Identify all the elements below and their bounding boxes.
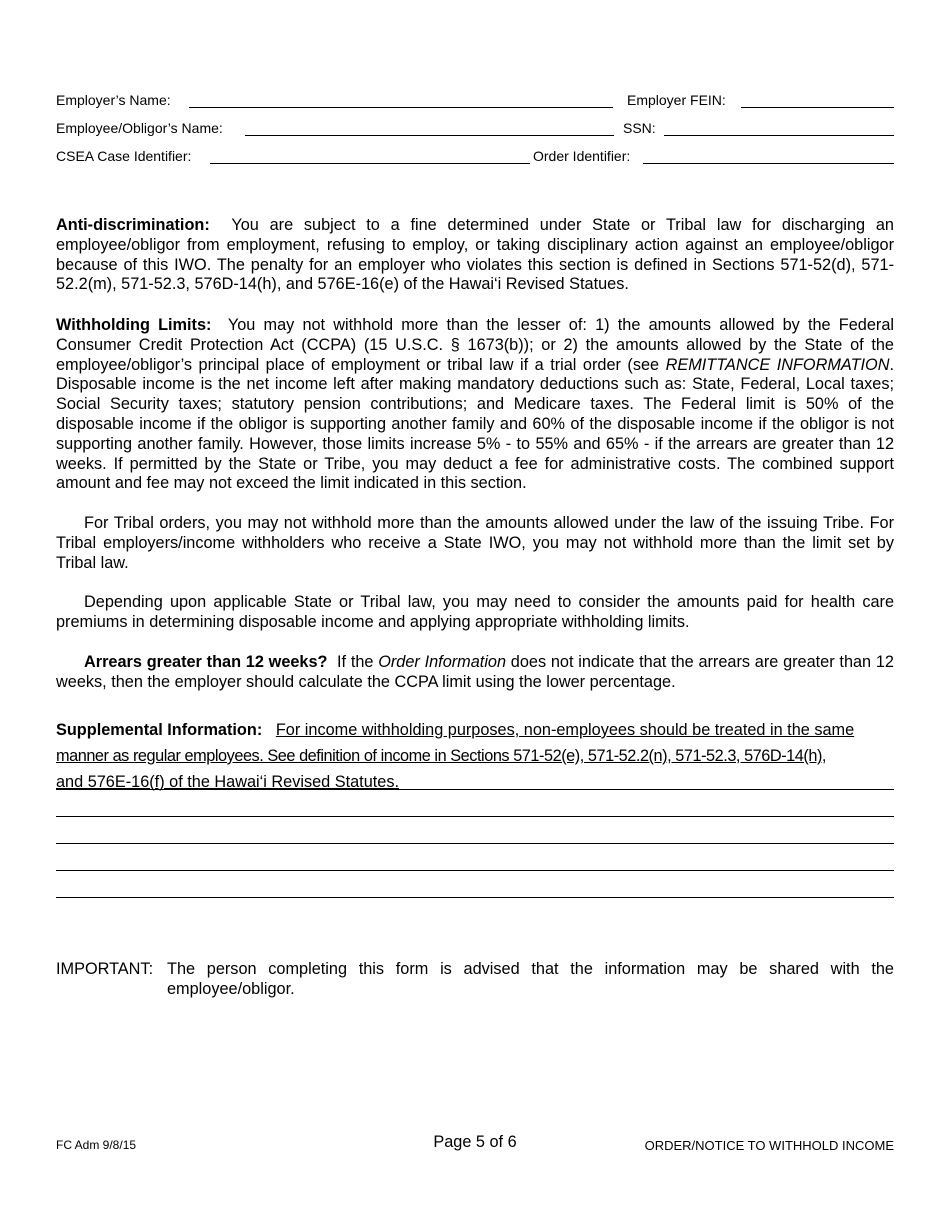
arrears-paragraph [56,653,894,693]
csea-case-label: CSEA Case Identifier: [56,148,192,164]
withholding-limits-paragraph [56,316,894,494]
anti-discrimination-text: You are subject to a fine determined under State or Tribal law for discharging an employee/obligor from employment, refusing to employ, or taking disciplinary action against an employee/obligor because of this IWO. The penalty for an employer who violates this section is defined in Sections 571-52(d), 571-52.2(m), 571-52.3, 576D-14(h), and 576E-16(e) of the Hawai‘i Revised Statues. [56,216,894,294]
withholding-limits-text-b: . Disposable income is the net income left after making mandatory deductions such as: State, Federal, Local taxes; Social Security taxes; statutory pension contributions; and Medicare taxes. The Federal limit is 50% of the disposable income if the obligor is supporting another family and 60% of the disposable income if the obligor is not supporting another family. However, those limits increase 5% - to 55% and 65% - if the arrears are greater than 12 weeks. If permitted by the State or Tribe, you may deduct a fee for administrative costs. The combined support amount and fee may not exceed the limit indicated in this section. [56,355,894,493]
employer-fein-field[interactable] [741,107,894,108]
anti-discrimination-paragraph [56,216,894,295]
employee-row [56,120,894,140]
supplemental-rule-4[interactable] [56,870,894,871]
withholding-limits-text-a: You may not withhold more than the lesser of: 1) the amounts allowed by the Federal Consumer Credit Protection Act (CCPA) (15 U.S.C. § 1673(b)); or 2) the amounts allowed by the State of the employee/obligor’s principal place of employment or tribal law if a trial order (see [56,316,895,374]
case-row [56,148,894,168]
health-care-paragraph: Depending upon applicable State or Tribal law, you may need to consider the amounts paid for health care premiums in determining disposable income and applying appropriate withholding limits. [56,593,894,631]
employer-name-label: Employer’s Name: [56,92,171,108]
ssn-field[interactable] [664,135,894,136]
page-number: Page 5 of 6 [433,1133,517,1151]
important-text: The person completing this form is advised that the information may be shared with the employee/obligor. [167,960,894,998]
employee-name-label: Employee/Obligor’s Name: [56,120,223,136]
supplemental-rule-5[interactable] [56,897,894,898]
employer-fein-label: Employer FEIN: [627,92,726,108]
withholding-limits-heading: Withholding Limits: [56,316,212,334]
employer-name-field[interactable] [189,107,613,108]
arrears-heading: Arrears greater than 12 weeks? [84,653,328,671]
csea-case-field[interactable] [210,163,530,164]
tribal-orders-paragraph: For Tribal orders, you may not withhold more than the amounts allowed under the law of the issuing Tribe. For Tribal employers/income withholders who receive a State IWO, you may not withhold more than the limit set by Tribal law. [56,514,894,572]
supplemental-heading: Supplemental Information: [56,721,263,739]
ssn-label: SSN: [623,120,656,136]
form-revision: FC Adm 9/8/15 [56,1138,137,1152]
remittance-reference: REMITTANCE INFORMATION [665,355,890,374]
supplemental-rule-3[interactable] [56,843,894,844]
employee-name-field[interactable] [245,135,614,136]
supplemental-line-1: For income withholding purposes, non-employees should be treated in the same [275,721,855,739]
order-information-reference: Order Information [378,653,507,671]
arrears-text-a: If the [337,653,379,671]
supplemental-line-2: manner as regular employees. See definition of income in Sections 571-52(e), 571-52.2(n), 571-52.3, 576D-14(h), [56,747,827,765]
form-title: ORDER/NOTICE TO WITHHOLD INCOME [644,1138,894,1153]
important-label: IMPORTANT: [56,960,154,978]
supplemental-rule-1[interactable] [56,789,894,790]
arrears-text-b: does not indicate that the arrears are greater than 12 weeks, then the employer should calculate the CCPA limit using the lower percentage. [56,653,894,691]
anti-discrimination-heading: Anti-discrimination: [56,216,210,234]
employer-row [56,92,894,112]
supplemental-rule-2[interactable] [56,816,894,817]
supplemental-line-3: and 576E-16(f) of the Hawai‘i Revised Statutes. [56,773,399,791]
order-identifier-label: Order Identifier: [533,148,631,164]
order-identifier-field[interactable] [643,163,894,164]
